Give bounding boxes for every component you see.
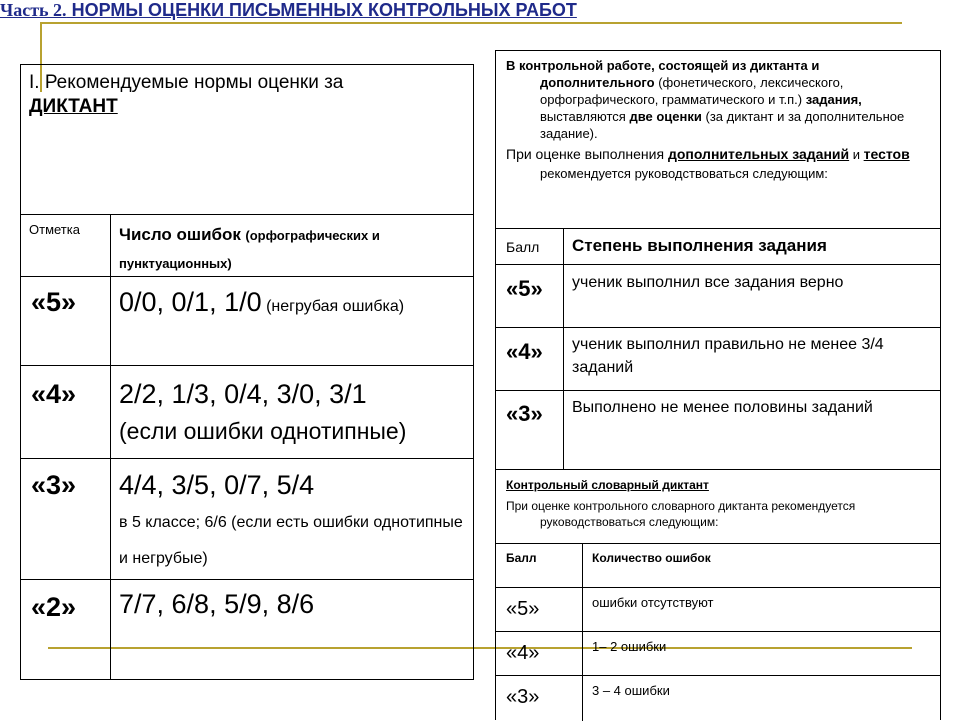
grade-values: 7/7, 6/8, 5/9, 8/6 (119, 589, 315, 619)
vocab-mark: «4» (506, 642, 540, 664)
extra-mark: «3» (506, 401, 543, 426)
grade-mark: «4» (31, 379, 77, 409)
divider (496, 675, 940, 676)
col-degree-header: Степень выполнения задания (572, 236, 827, 255)
dictation-heading: I. Рекомендуемые нормы оценки за ДИКТАНТ (29, 72, 344, 117)
divider (21, 458, 473, 459)
grade-mark: «3» (31, 470, 77, 500)
decor-top-line (40, 22, 902, 24)
divider (21, 365, 473, 366)
extra-text: ученик выполнил правильно не менее 3/4 заданий (572, 336, 884, 376)
extra-mark: «4» (506, 339, 543, 364)
divider (21, 214, 473, 215)
divider (496, 631, 940, 632)
divider (496, 587, 940, 588)
divider (21, 579, 473, 580)
grade-values: 0/0, 0/1, 1/0 (негрубая ошибка) (119, 287, 405, 317)
dictation-heading-word: ДИКТАНТ (29, 96, 118, 117)
title-main: НОРМЫ ОЦЕНКИ ПИСЬМЕННЫХ КОНТРОЛЬНЫХ РАБОТ (66, 0, 577, 20)
vocab-text: 3 – 4 ошибки (592, 683, 670, 698)
extra-text: ученик выполнил все задания верно (572, 274, 844, 291)
divider (496, 543, 940, 544)
col-errors-header: Число ошибок (орфографических и пунктуационных) (119, 225, 380, 271)
page-title (0, 0, 960, 21)
divider (563, 228, 564, 470)
col-score-header: Балл (506, 551, 537, 565)
grade-values: 4/4, 3/5, 0/7, 5/4 в 5 классе; 6/6 (если есть ошибки однотипные и негрубые) (119, 470, 463, 567)
vocab-text: ошибки отсутствуют (592, 595, 714, 610)
dictation-table (20, 64, 474, 680)
extra-text: Выполнено не менее половины заданий (572, 399, 873, 416)
col-count-header: Количество ошибок (592, 551, 711, 565)
col-score-header: Балл (506, 239, 540, 255)
divider (110, 214, 111, 680)
vocab-heading: Контрольный словарный диктант (506, 478, 709, 492)
extra-tasks-table (495, 50, 941, 470)
extra-mark: «5» (506, 276, 543, 301)
vocab-mark: «3» (506, 686, 540, 708)
grade-mark: «2» (31, 592, 77, 622)
vocab-intro: При оценке контрольного словарного диктанта рекомендуется руководствоваться следующим: (506, 499, 856, 529)
grade-values: 2/2, 1/3, 0/4, 3/0, 3/1 (если ошибки однотипные) (119, 379, 407, 444)
divider (582, 543, 583, 721)
vocab-mark: «5» (506, 598, 540, 620)
col-mark-header: Отметка (29, 222, 80, 237)
extra-intro: В контрольной работе, состоящей из диктанта и дополнительного (фонетического, лексического, орфографического, грамматического и т.п.) задания, выставляются две оценки (за диктант и за дополнительное задание). При оценке выполнения дополнительных заданий и тестов рекомендуется руководствоваться следующим: (506, 58, 910, 181)
vocab-table (495, 469, 941, 720)
title-part: Часть 2. (0, 0, 67, 20)
vocab-text: 1– 2 ошибки (592, 639, 667, 654)
grade-mark: «5» (31, 287, 77, 317)
